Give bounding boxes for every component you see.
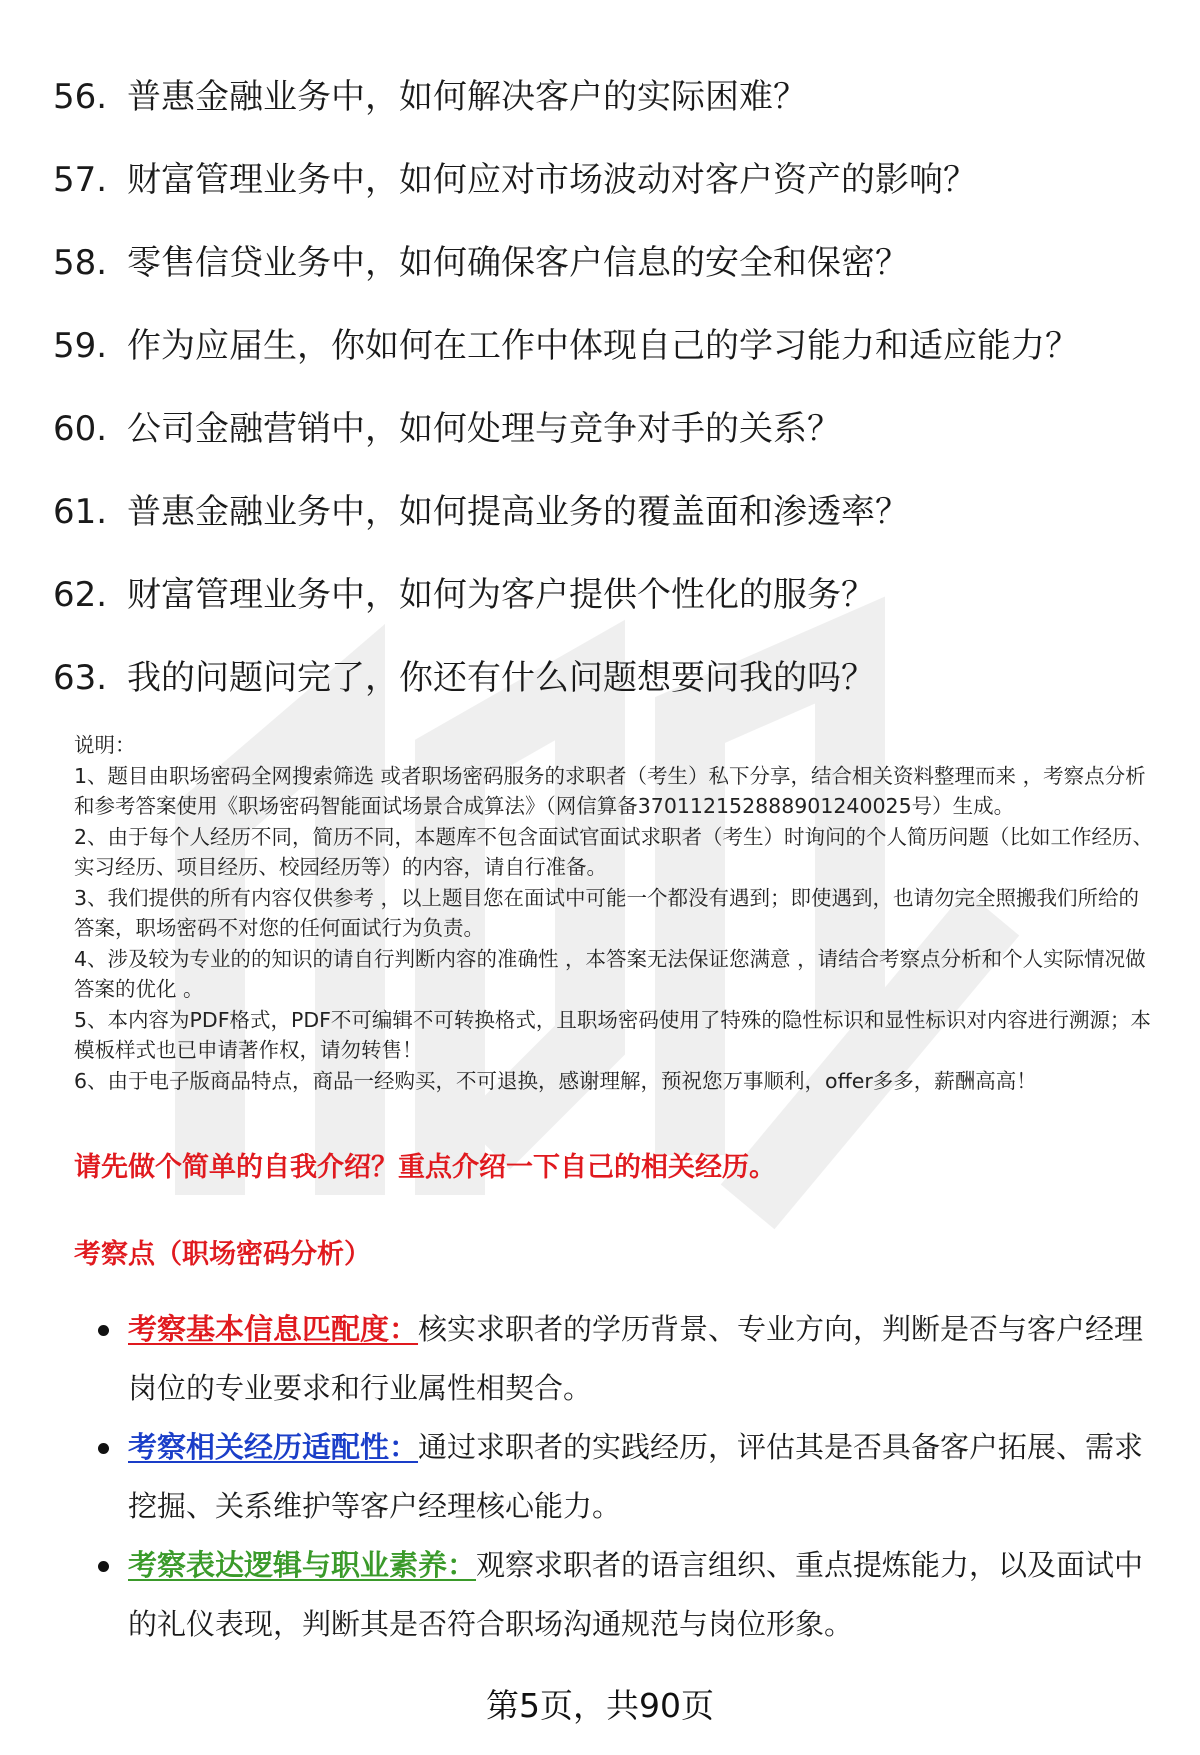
question-number: 58. [53,242,108,283]
note-item: 6、由于电子版商品特点，商品一经购买，不可退换，感谢理解，预祝您万事顺利，offer多多，薪酬高高！ [74,1068,1037,1093]
point-label: 考察相关经历适配性： [128,1430,419,1464]
question-text: 作为应届生，你如何在工作中体现自己的学习能力和适应能力？ [127,325,1079,366]
question-number: 56. [53,76,108,117]
question-number: 61. [53,491,108,532]
point-text: 通过求职者的实践经历，评估其是否具备客户拓展、需求挖掘、关系维护等客户经理核心能力。 [128,1430,1144,1523]
analysis-heading: 考察点（职场密码分析） [74,1239,371,1270]
analysis-point [98,1536,1158,1654]
note-item: 4、涉及较为专业的的知识的请自行判断内容的准确性 ，本答案无法保证您满意 ，请结合考察点分析和个人实际情况做答案的优化 。 [74,946,1146,1001]
question-item [53,138,1173,221]
analysis-point [98,1418,1158,1536]
note-item: 2、由于每个人经历不同，简历不同，本题库不包含面试官面试求职者（考生）时询问的个人简历问题（比如工作经历、实习经历、项目经历、校园经历等）的内容，请自行准备。 [74,824,1154,879]
analysis-points [98,1300,1158,1654]
question-number: 62. [53,574,108,615]
question-item [53,55,1173,138]
question-number: 60. [53,408,108,449]
question-item [53,221,1173,304]
point-label: 考察表达逻辑与职业素养： [128,1548,477,1582]
question-text: 财富管理业务中，如何应对市场波动对客户资产的影响？ [127,159,977,200]
question-item [53,387,1173,470]
point-text: 核实求职者的学历背景、专业方向，判断是否与客户经理岗位的专业要求和行业属性相契合。 [128,1312,1144,1405]
notes-heading: 说明： [74,733,136,757]
question-text: 普惠金融业务中，如何解决客户的实际困难？ [127,76,807,117]
question-number: 57. [53,159,108,200]
notes-section [74,730,1154,1096]
question-item [53,470,1173,553]
question-text: 我的问题问完了，你还有什么问题想要问我的吗？ [127,657,875,698]
question-number: 59. [53,325,108,366]
note-item: 1、题目由职场密码全网搜索筛选 或者职场密码服务的求职者（考生）私下分享，结合相关资料整理而来 ，考察点分析和参考答案使用《职场密码智能面试场景合成算法》（网信算备370112152888901240025号）生成。 [74,763,1146,818]
point-text: 观察求职者的语言组织、重点提炼能力，以及面试中的礼仪表现，判断其是否符合职场沟通规范与岗位形象。 [128,1548,1144,1641]
question-text: 零售信贷业务中，如何确保客户信息的安全和保密？ [127,242,909,283]
question-item [53,553,1173,636]
bullet-icon [98,1443,109,1454]
point-label: 考察基本信息匹配度： [128,1312,419,1346]
bullet-icon [98,1325,109,1336]
question-list [53,55,1173,719]
note-item: 5、本内容为PDF格式，PDF不可编辑不可转换格式，且职场密码使用了特殊的隐性标识和显性标识对内容进行溯源；本模板样式也已申请著作权，请勿转售！ [74,1007,1151,1062]
bullet-icon [98,1561,109,1572]
note-item: 3、我们提供的所有内容仅供参考 ，以上题目您在面试中可能一个都没有遇到；即使遇到，也请勿完全照搬我们所给的答案，职场密码不对您的任何面试行为负责。 [74,885,1140,940]
question-item [53,636,1173,719]
analysis-point [98,1300,1158,1418]
page-number: 第5页，共90页 [486,1686,714,1725]
question-text: 公司金融营销中，如何处理与竞争对手的关系？ [127,408,841,449]
question-text: 财富管理业务中，如何为客户提供个性化的服务？ [127,574,875,615]
question-number: 63. [53,657,108,698]
interview-question-title: 请先做个简单的自我介绍？重点介绍一下自己的相关经历。 [74,1152,776,1183]
question-text: 普惠金融业务中，如何提高业务的覆盖面和渗透率？ [127,491,909,532]
question-item [53,304,1173,387]
